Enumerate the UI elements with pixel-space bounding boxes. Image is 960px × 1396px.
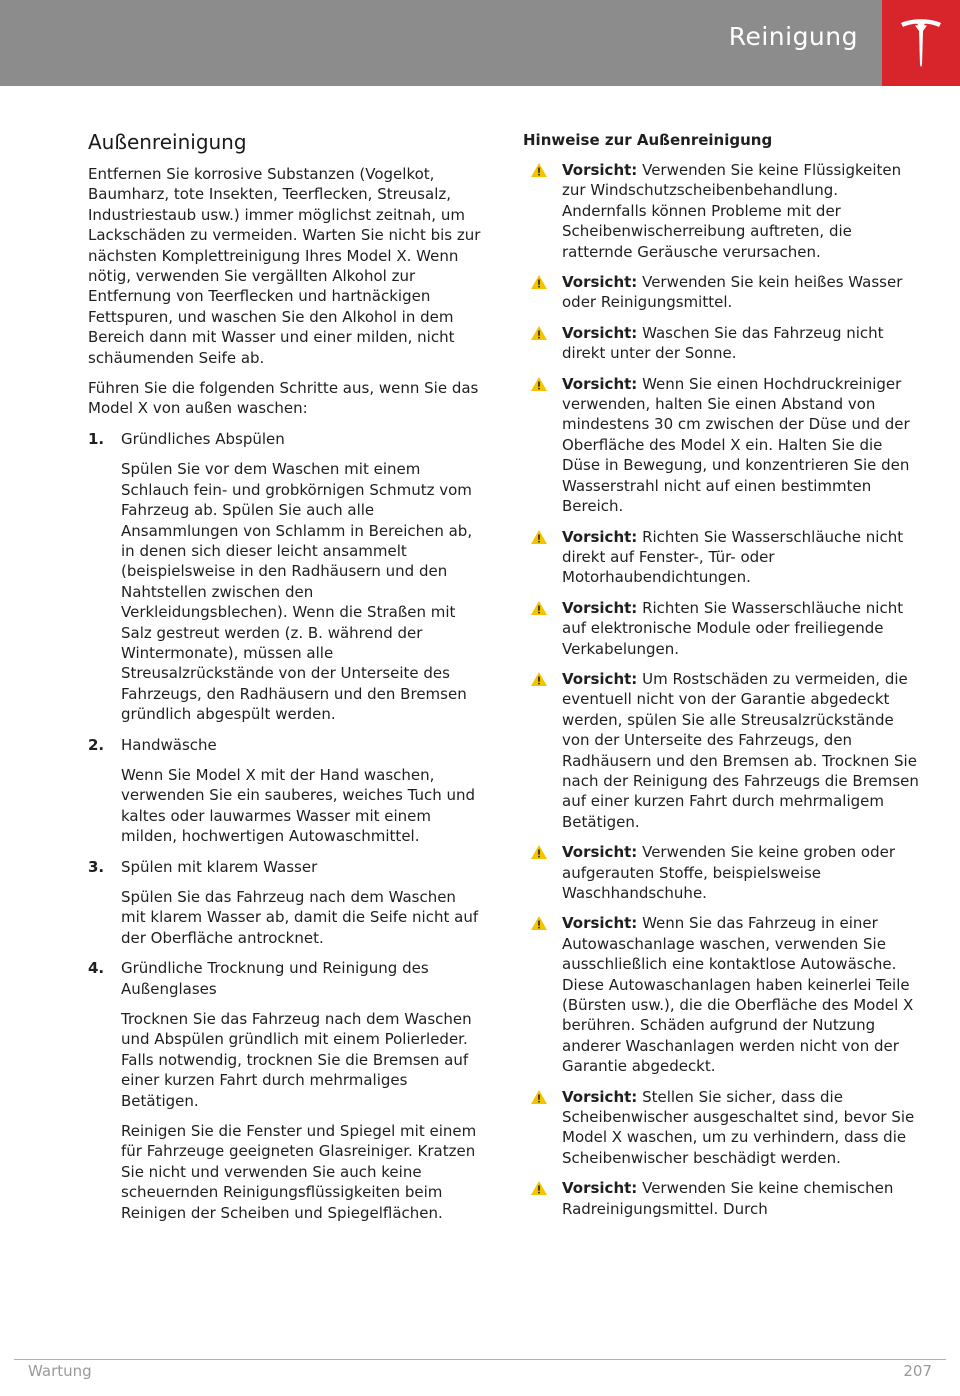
step-body: Spülen Sie vor dem Waschen mit einem Schlauch fein- und grobkörnigen Schmutz vom Fahrzeug ab. Spülen Sie auch alle Ansammlungen von Schlamm in Bereichen ab, in denen sich dieser leicht ansammelt (beispielsweise in den Radhäusern und den Nahtstellen zwischen den Verkleidungsblechen). Wenn die Straßen mit Salz gestreut werden (z. B. während der Wintermonate), müssen alle Streusalzrückstände von der Unterseite des Fahrzeugs, den Radhäusern und den Bremsen gründlich abgespült werden. [121,460,473,724]
caution-body: Verwenden Sie kein heißes Wasser oder Reinigungsmittel. [562,273,903,312]
caution-body: Richten Sie Wasserschläuche nicht auf elektronische Module oder freiliegende Verkabelungen. [562,598,904,658]
caution-body: Wenn Sie das Fahrzeug in einer Autowaschanlage waschen, verwenden Sie ausschließlich eine kontaktlose Autowäsche. Diese Autowaschanlagen haben keinerlei Teile (Bürsten usw.), die die Oberfläche des Model X berühren. Schäden aufgrund der Nutzung anderer Waschanlagen werden nicht von der Garantie abgedeckt. [562,914,914,1076]
caution-body: Stellen Sie sicher, dass die Scheibenwischer ausgeschaltet sind, bevor Sie Model X waschen, um zu verhindern, dass die Scheibenwischer beschädigt werden. [562,1087,915,1167]
caution-text [562,913,923,1076]
page-number: 207 [903,1362,932,1380]
caution-text [562,374,923,517]
warning-triangle-icon [530,325,548,341]
step-title: Gründliches Abspülen [121,429,285,448]
caution-body: Wenn Sie einen Hochdruckreiniger verwenden, halten Sie einen Abstand von mindestens 30 cm zwischen der Düse und der Oberfläche des Model X ein. Halten Sie die Düse in Bewegung, und konzentrieren Sie den Wasserstrahl nicht auf einen bestimmten Bereich. [562,374,910,516]
footer-divider [14,1359,946,1360]
caution-note [523,1087,923,1169]
caution-text [562,323,923,364]
step-title: Handwäsche [121,735,217,754]
step-body: Reinigen Sie die Fenster und Spiegel mit einem für Fahrzeuge geeigneten Glasreiniger. Kratzen Sie nicht und verwenden Sie auch keine scheuernden Reinigungsflüssigkeiten beim Reinigen der Scheiben und Spiegelflächen. [121,1122,477,1222]
intro-paragraph: Entfernen Sie korrosive Substanzen (Vogelkot, Baumharz, tote Insekten, Teerflecken, Streusalz, Industriestaub usw.) immer möglichst zeitnah, um Lackschäden zu vermeiden. Warten Sie nicht bis zur nächsten Komplettreinigung Ihres Model X. Wenn nötig, verwenden Sie vergällten Alkohol zur Entfernung von Teerflecken und hartnäckigen Fettspuren, und waschen Sie den Alkohol in dem Bereich dann mit Wasser und einer milden, nicht schäumenden Seife ab. [88,165,481,367]
header-title: Reinigung [728,22,858,51]
caution-body: Verwenden Sie keine Flüssigkeiten zur Windschutzscheibenbehandlung. Andernfalls können Probleme mit der Scheibenwischerreibung auftreten, die ratternde Geräusche verursachen. [562,161,902,261]
caution-note [523,598,923,659]
caution-body: Richten Sie Wasserschläuche nicht direkt auf Fenster-, Tür- oder Motorhaubendichtungen. [562,527,904,587]
step-number: 1. [88,429,105,448]
caution-body: Waschen Sie das Fahrzeug nicht direkt unter der Sonne. [562,323,884,363]
caution-note [523,527,923,588]
step-item [88,958,484,1223]
lead-paragraph: Führen Sie die folgenden Schritte aus, wenn Sie das Model X von außen waschen: [88,379,479,418]
caution-text [562,160,923,262]
step-number: 2. [88,735,105,754]
page-header [0,0,960,86]
left-column [88,130,484,1233]
caution-label: Vorsicht: [562,273,638,292]
caution-body: Um Rostschäden zu vermeiden, die eventuell nicht von der Garantie abgedeckt werden, spülen Sie alle Streusalzrückstände von der Unterseite des Fahrzeugs, den Radhäusern und den Bremsen ab. Trocknen Sie nach der Reinigung des Fahrzeugs die Bremsen auf einer kurzen Fahrt durch mehrmaligem Betätigen. [562,669,919,831]
caution-label: Vorsicht: [562,323,638,342]
section-title: Außenreinigung [88,130,247,154]
step-item [88,735,484,847]
caution-note [523,1178,923,1219]
caution-label: Vorsicht: [562,527,638,546]
caution-text [562,527,923,588]
caution-label: Vorsicht: [562,669,638,688]
warning-triangle-icon [530,1180,548,1196]
tesla-logo-icon [899,17,943,69]
step-title: Spülen mit klarem Wasser [121,857,318,876]
caution-note [523,374,923,517]
step-item [88,429,484,725]
caution-body: Verwenden Sie keine groben oder aufgerauten Stoffe, beispielsweise Waschhandschuhe. [562,843,896,902]
caution-note [523,272,923,313]
caution-body: Verwenden Sie keine chemischen Radreinigungsmittel. Durch [562,1179,894,1218]
caution-label: Vorsicht: [562,598,638,617]
notes-title: Hinweise zur Außenreinigung [523,131,773,149]
caution-label: Vorsicht: [562,1087,638,1106]
caution-text [562,598,923,659]
brand-logo [882,0,960,86]
warning-triangle-icon [530,376,548,392]
caution-note [523,669,923,832]
caution-label: Vorsicht: [562,843,638,862]
caution-note [523,160,923,262]
warning-triangle-icon [530,600,548,616]
steps-list [88,429,484,1223]
warning-triangle-icon [530,274,548,290]
right-column [523,130,923,1229]
caution-note [523,842,923,903]
caution-label: Vorsicht: [562,374,638,393]
warnings-list [523,160,923,1219]
step-item [88,857,484,949]
caution-note [523,913,923,1076]
caution-text [562,1178,923,1219]
warning-triangle-icon [530,1089,548,1105]
caution-text [562,1087,923,1169]
step-title: Gründliche Trocknung und Reinigung des Außenglases [121,959,429,998]
footer-section: Wartung [28,1362,92,1380]
caution-note [523,323,923,364]
warning-triangle-icon [530,844,548,860]
step-number: 4. [88,959,105,978]
step-body: Trocknen Sie das Fahrzeug nach dem Waschen und Abspülen gründlich mit einem Polierleder. Falls notwendig, trocknen Sie die Bremsen auf einer kurzen Fahrt durch mehrmaliges Betätigen. [121,1010,472,1110]
step-number: 3. [88,857,105,876]
caution-label: Vorsicht: [562,914,638,933]
warning-triangle-icon [530,529,548,545]
caution-text [562,842,923,903]
caution-text [562,669,923,832]
step-body: Spülen Sie das Fahrzeug nach dem Waschen mit klarem Wasser ab, damit die Seife nicht auf der Oberfläche antrocknet. [121,888,479,947]
caution-text [562,272,923,313]
caution-label: Vorsicht: [562,1179,638,1198]
warning-triangle-icon [530,162,548,178]
step-body: Wenn Sie Model X mit der Hand waschen, verwenden Sie ein sauberes, weiches Tuch und kaltes oder lauwarmes Wasser mit einem milden, hochwertigen Autowaschmittel. [121,765,476,846]
caution-label: Vorsicht: [562,161,638,179]
warning-triangle-icon [530,915,548,931]
warning-triangle-icon [530,671,548,687]
